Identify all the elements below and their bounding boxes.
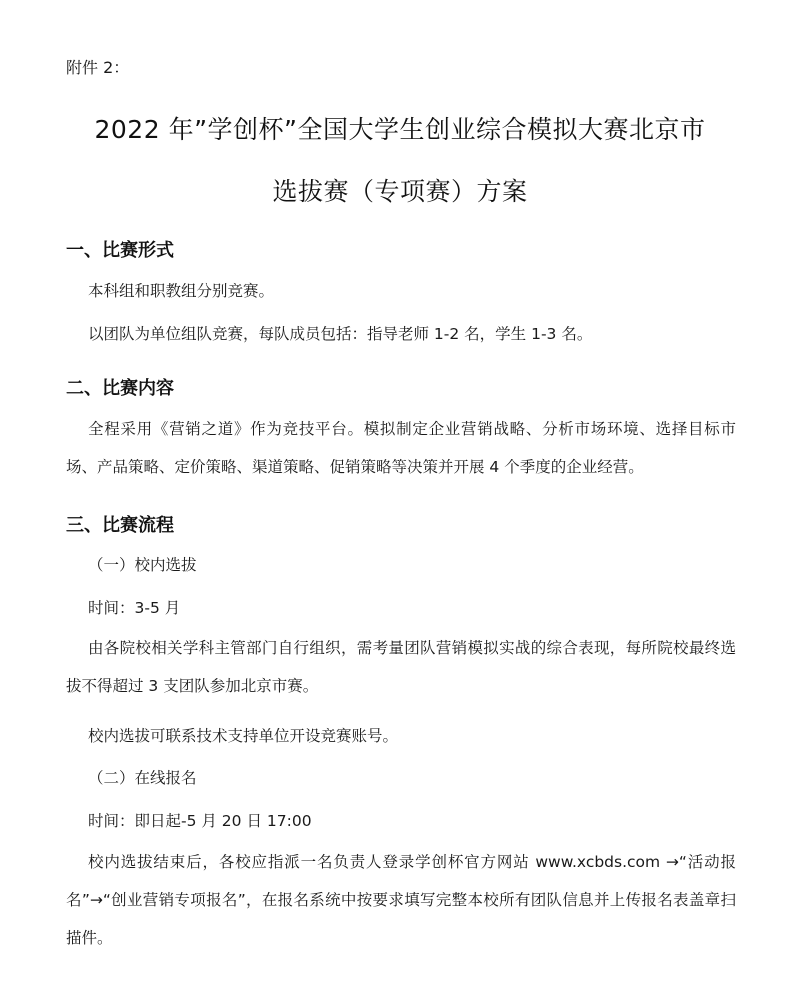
document-title-line-1: 2022 年”学创杯”全国大学生创业综合模拟大赛北京市	[94, 115, 706, 144]
section-heading-process: 三、比赛流程	[66, 515, 174, 536]
section-heading-content: 二、比赛内容	[66, 378, 174, 399]
paragraph-account-setup: 校内选拔可联系技术支持单位开设竞赛账号。	[88, 727, 399, 745]
paragraph-school-selection: 由各院校相关学科主管部门自行组织，需考量团队营销模拟实战的综合表现，每所院校最终选拔不得超过 3 支团队参加北京市赛。	[66, 639, 736, 695]
section-heading-format: 一、比赛形式	[66, 240, 174, 261]
time-online-registration: 时间：即日起-5 月 20 日 17:00	[88, 812, 312, 830]
document-title-line-2: 选拔赛（专项赛）方案	[272, 177, 528, 206]
paragraph-format-2: 以团队为单位组队竞赛，每队成员包括：指导老师 1-2 名，学生 1-3 名。	[88, 325, 593, 343]
paragraph-format-1: 本科组和职教组分别竞赛。	[88, 282, 275, 300]
subheading-online-registration: （二）在线报名	[88, 769, 197, 787]
subheading-school-selection: （一）校内选拔	[88, 556, 197, 574]
paragraph-registration-steps: 校内选拔结束后，各校应指派一名负责人登录学创杯官方网站 www.xcbds.com →“活动报名”→“创业营销专项报名”，在报名系统中按要求填写完整本校所有团队信息并上传报名表盖章扫描件。	[66, 853, 736, 947]
time-school-selection: 时间：3-5 月	[88, 599, 181, 617]
attachment-label: 附件 2：	[66, 58, 130, 77]
paragraph-content-1: 全程采用《营销之道》作为竞技平台。模拟制定企业营销战略、分析市场环境、选择目标市场、产品策略、定价策略、渠道策略、促销策略等决策并开展 4 个季度的企业经营。	[66, 420, 736, 476]
